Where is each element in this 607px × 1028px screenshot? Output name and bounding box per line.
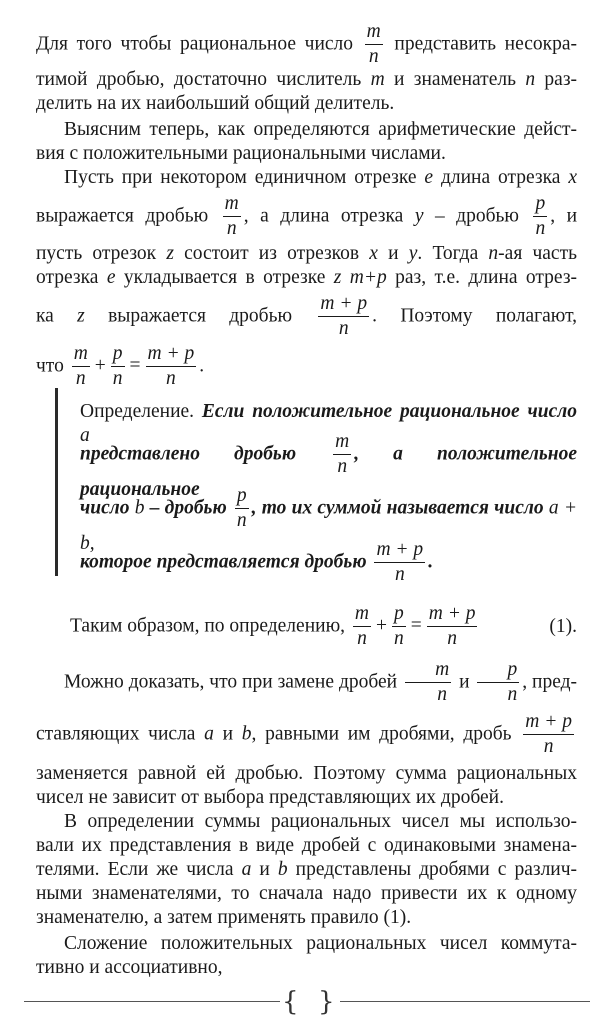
fraction-m-plus-p-over-n: $\frac{m + p}{n}$ xyxy=(147,343,195,390)
paragraph-4-line-1: Можно доказать, что при замене дробей $\frac{m}{n}$ и $\frac{p}{n}$ , пред- xyxy=(64,659,578,706)
footer-bracket-left: { xyxy=(282,987,299,1017)
fraction-p-over-n: $\frac{p}{n}$ xyxy=(477,660,519,706)
paragraph-6-line-1: Сложение положительных рациональных чисел коммута- xyxy=(64,933,577,954)
fraction-p-over-n: $\frac{p}{n}$ xyxy=(393,603,404,650)
fraction-p-over-n: $\frac{p}{n}$ xyxy=(112,343,123,390)
formula-1-line xyxy=(70,604,577,650)
formula-1-expression: Таким образом, по определению, $\frac{m}{n}$ + $\frac{p}{n}$ = $\frac{m + p}{n}$ xyxy=(70,603,476,650)
paragraph-5-line-2: вали их представления в виде дробей с одинаковыми знамена- xyxy=(36,835,577,856)
paragraph-4-line-2: ставляющих числа a и b, равными им дробями, дробь $\frac{m + p}{n}$ xyxy=(36,711,573,758)
paragraph-3-line-6: что $\frac{m}{n}$ + $\frac{p}{n}$ = $\frac{m + p}{n}$ . xyxy=(36,343,205,390)
fraction-m-over-n: $\frac{m}{n}$ xyxy=(366,21,381,68)
footer-bracket-right: } xyxy=(318,987,335,1017)
fraction-m-over-n: $\frac{m}{n}$ xyxy=(73,343,88,390)
paragraph-2-line-2: вия с положительными рациональными числами. xyxy=(36,143,446,164)
paragraph-2-line-1: Выясним теперь, как определяются арифметические дейст- xyxy=(64,119,577,140)
paragraph-1-line-1: Для того чтобы рациональное число $\frac{m}{n}$ представить несокра- xyxy=(36,21,578,68)
paragraph-3-line-3: пусть отрезок z состоит из отрезков x и y. Тогда n-ая часть xyxy=(36,243,577,264)
fraction-m-plus-p-over-n: $\frac{m + p}{n}$ xyxy=(525,711,573,758)
footer-rule-right xyxy=(340,1001,590,1002)
definition-rule xyxy=(55,388,58,576)
fraction-m-over-n: $\frac{m}{n}$ xyxy=(354,603,369,650)
definition-line-3: число b – дробью $\frac{p}{n}$ , то их суммой называется число a + b, xyxy=(80,485,578,554)
fraction-m-over-n: $\frac{m}{n}$ xyxy=(335,431,350,478)
definition-line-4: которое представляется дробью $\frac{m + p}{n}$ . xyxy=(80,539,434,586)
paragraph-3-line-2: выражается дробью $\frac{m}{n}$ , а длина отрезка y – дробью $\frac{p}{n}$ , и xyxy=(36,193,578,240)
paragraph-3-line-1: Пусть при некотором единичном отрезке e длина отрезка x xyxy=(64,167,578,188)
fraction-m-over-n: $\frac{m}{n}$ xyxy=(405,660,451,706)
footer-rule-left xyxy=(24,1001,280,1002)
definition-line-2: представлено дробью $\frac{m}{n}$ , а положительное рациональное xyxy=(80,431,577,500)
paragraph-1-line-2: тимой дробью, достаточно числитель m и знаменатель n раз- xyxy=(36,69,578,90)
paragraph-4-line-3: заменяется равной ей дробью. Поэтому сумма рациональных xyxy=(36,763,577,784)
paragraph-5-line-3: телями. Если же числа a и b представлены дробями с различ- xyxy=(36,859,578,880)
fraction-m-plus-p-over-n: $\frac{m + p}{n}$ xyxy=(320,293,368,340)
paragraph-3-line-4: отрезка e укладывается в отрезке z m+p раз, т.е. длина отрез- xyxy=(36,267,578,288)
paragraph-1-line-3: делить на их наибольший общий делитель. xyxy=(36,93,395,114)
formula-1-label: (1). xyxy=(549,616,577,638)
definition-line-1: Определение. Если положительное рациональное число a xyxy=(80,401,578,446)
paragraph-5-line-4: ными знаменателями, то сначала надо привести их к одному xyxy=(36,883,577,904)
paragraph-3-line-5: ка z выражается дробью $\frac{m + p}{n}$ . Поэтому полагают, xyxy=(36,293,578,340)
paragraph-5-line-5: знаменателю, а затем применять правило (1). xyxy=(36,907,412,928)
fraction-m-over-n: $\frac{m}{n}$ xyxy=(224,193,239,240)
fraction-p-over-n: $\frac{p}{n}$ xyxy=(236,485,247,532)
fraction-m-plus-p-over-n: $\frac{m + p}{n}$ xyxy=(428,603,476,650)
fraction-m-plus-p-over-n: $\frac{m + p}{n}$ xyxy=(376,539,424,586)
paragraph-6-line-2: тивно и ассоциативно, xyxy=(36,957,223,978)
paragraph-4-line-4: чисел не зависит от выбора представляющих их дробей. xyxy=(36,787,504,808)
fraction-p-over-n: $\frac{p}{n}$ xyxy=(535,193,546,240)
paragraph-5-line-1: В определении суммы рациональных чисел мы использо- xyxy=(64,811,577,832)
